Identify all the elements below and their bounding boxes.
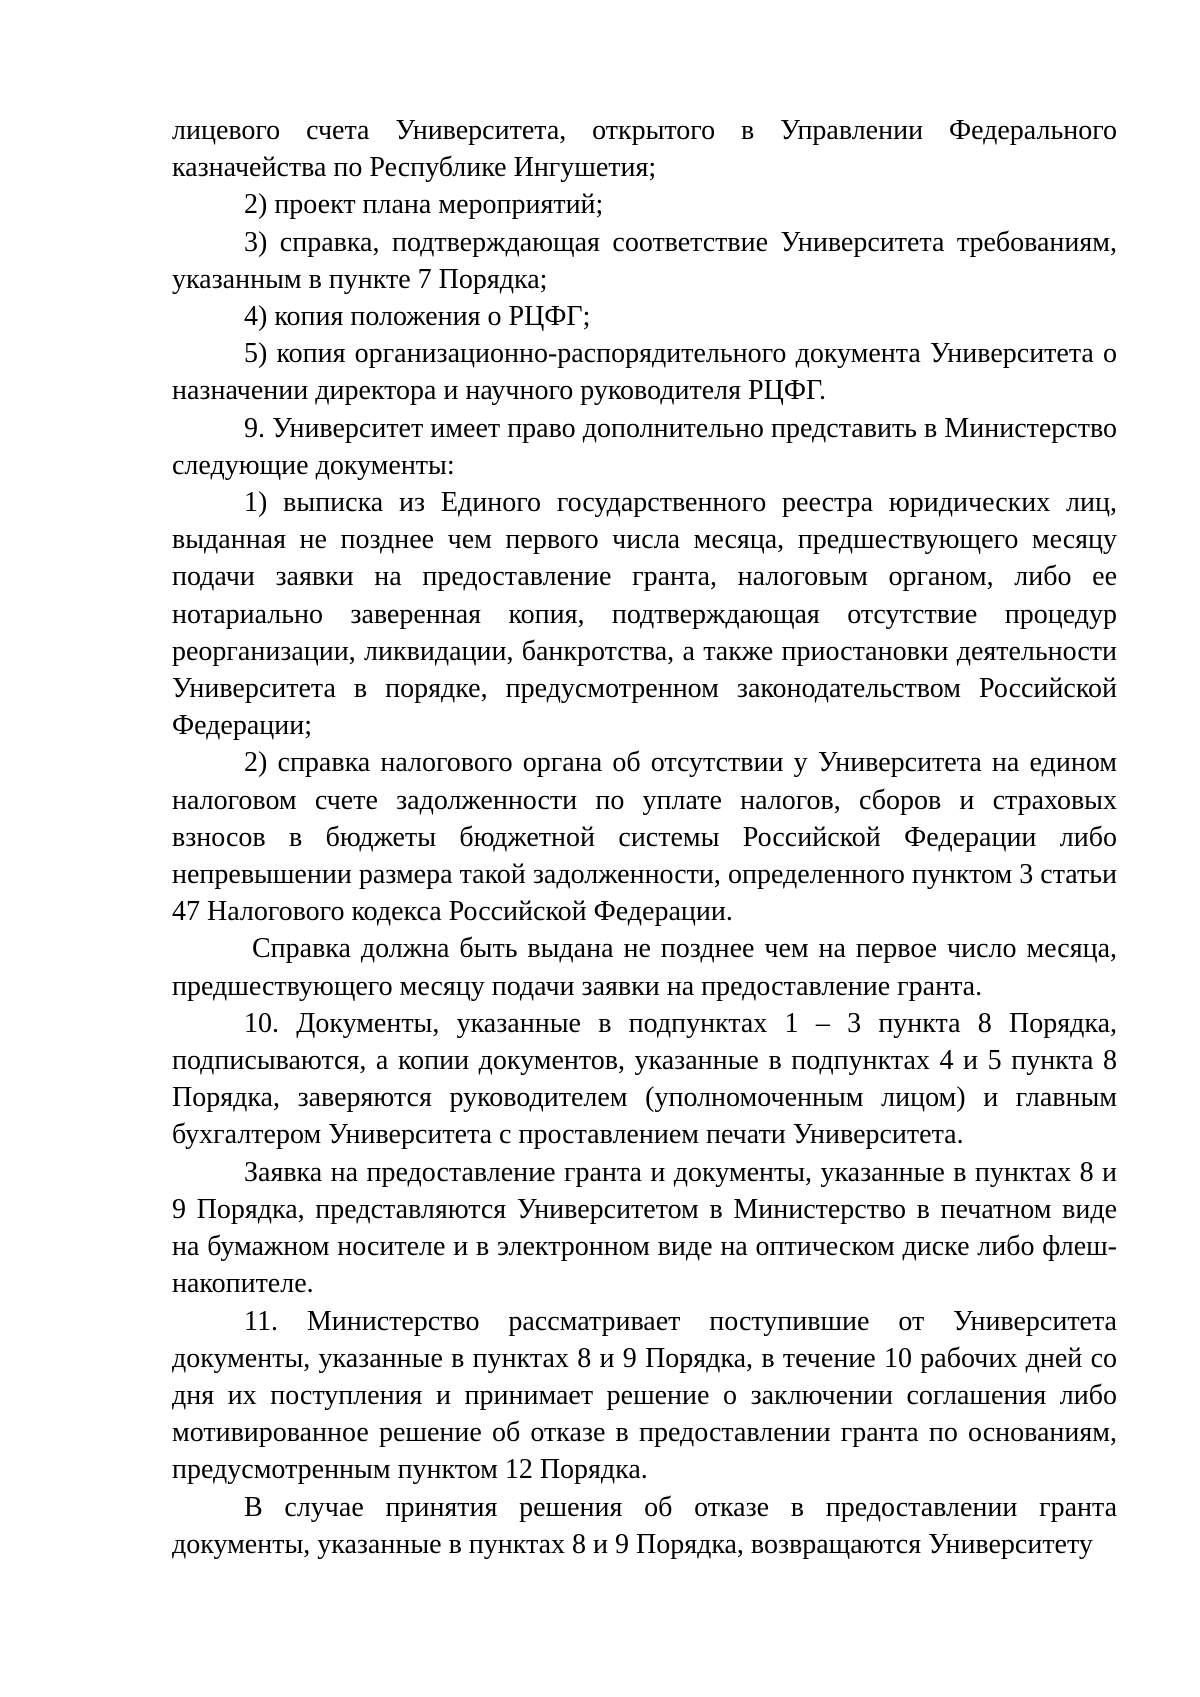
paragraph-clause-9: 9. Университет имеет право дополнительно представить в Министерство следующие документы: [172,412,1117,481]
paragraph-submission-format: Заявка на предоставление гранта и документы, указанные в пунктах 8 и 9 Порядка, представляются Университетом в Министерство в печатном виде на бумажном носителе и в электронном виде на оптическом диске либо флеш-накопителе. [172,1156,1117,1300]
paragraph-item-4-regulation-copy: 4) копия положения о РЦФГ; [244,301,591,333]
paragraph-clause-9-item-1-registry-extract: 1) выписка из Единого государственного реестра юридических лиц, выданная не позднее чем первого числа месяца, предшествующего месяцу подачи заявки на предоставление гранта, налоговым органом, либо ее нотариально заверенная копия, подтверждающая отсутствие процедур реорганизации, ликвидации, банкротства, а также приостановки деятельности Университета в порядке, предусмотренном законодательством Российской Федерации; [172,487,1117,742]
paragraph-item-5-appointment-document: 5) копия организационно-распорядительного документа Университета о назначении директора и научного руководителя РЦФГ. [172,338,1117,407]
paragraph-certificate-date-requirement: Справка должна быть выдана не позднее чем на первое число месяца, предшествующего месяцу подачи заявки на предоставление гранта. [172,933,1117,1002]
paragraph-clause-11: 11. Министерство рассматривает поступившие от Университета документы, указанные в пунктах 8 и 9 Порядка, в течение 10 рабочих дней со дня их поступления и принимает решение о заключении соглашения либо мотивированное решение об отказе в предоставлении гранта по основаниям, предусмотренным пунктом 12 Порядка. [172,1305,1117,1486]
paragraph-account-continuation: лицевого счета Университета, открытого в Управлении Федерального казначейства по Республике Ингушетия; [172,115,1117,184]
paragraph-item-2-event-plan: 2) проект плана мероприятий; [244,189,604,221]
paragraph-clause-10: 10. Документы, указанные в подпунктах 1 – 3 пункта 8 Порядка, подписываются, а копии документов, указанные в подпунктах 4 и 5 пункта 8 Порядка, заверяются руководителем (уполномоченным лицом) и главным бухгалтером Университета с проставлением печати Университета. [172,1007,1117,1151]
document-body [172,112,1117,1563]
paragraph-refusal-return: В случае принятия решения об отказе в предоставлении гранта документы, указанные в пунктах 8 и 9 Порядка, возвращаются Университету [172,1491,1117,1560]
paragraph-clause-9-item-2-tax-certificate: 2) справка налогового органа об отсутствии у Университета на едином налоговом счете задолженности по уплате налогов, сборов и страховых взносов в бюджеты бюджетной системы Российской Федерации либо непревышении размера такой задолженности, определенного пунктом 3 статьи 47 Налогового кодекса Российской Федерации. [172,747,1117,928]
paragraph-item-3-compliance-certificate: 3) справка, подтверждающая соответствие Университета требованиям, указанным в пункте 7 Порядка; [172,226,1117,295]
